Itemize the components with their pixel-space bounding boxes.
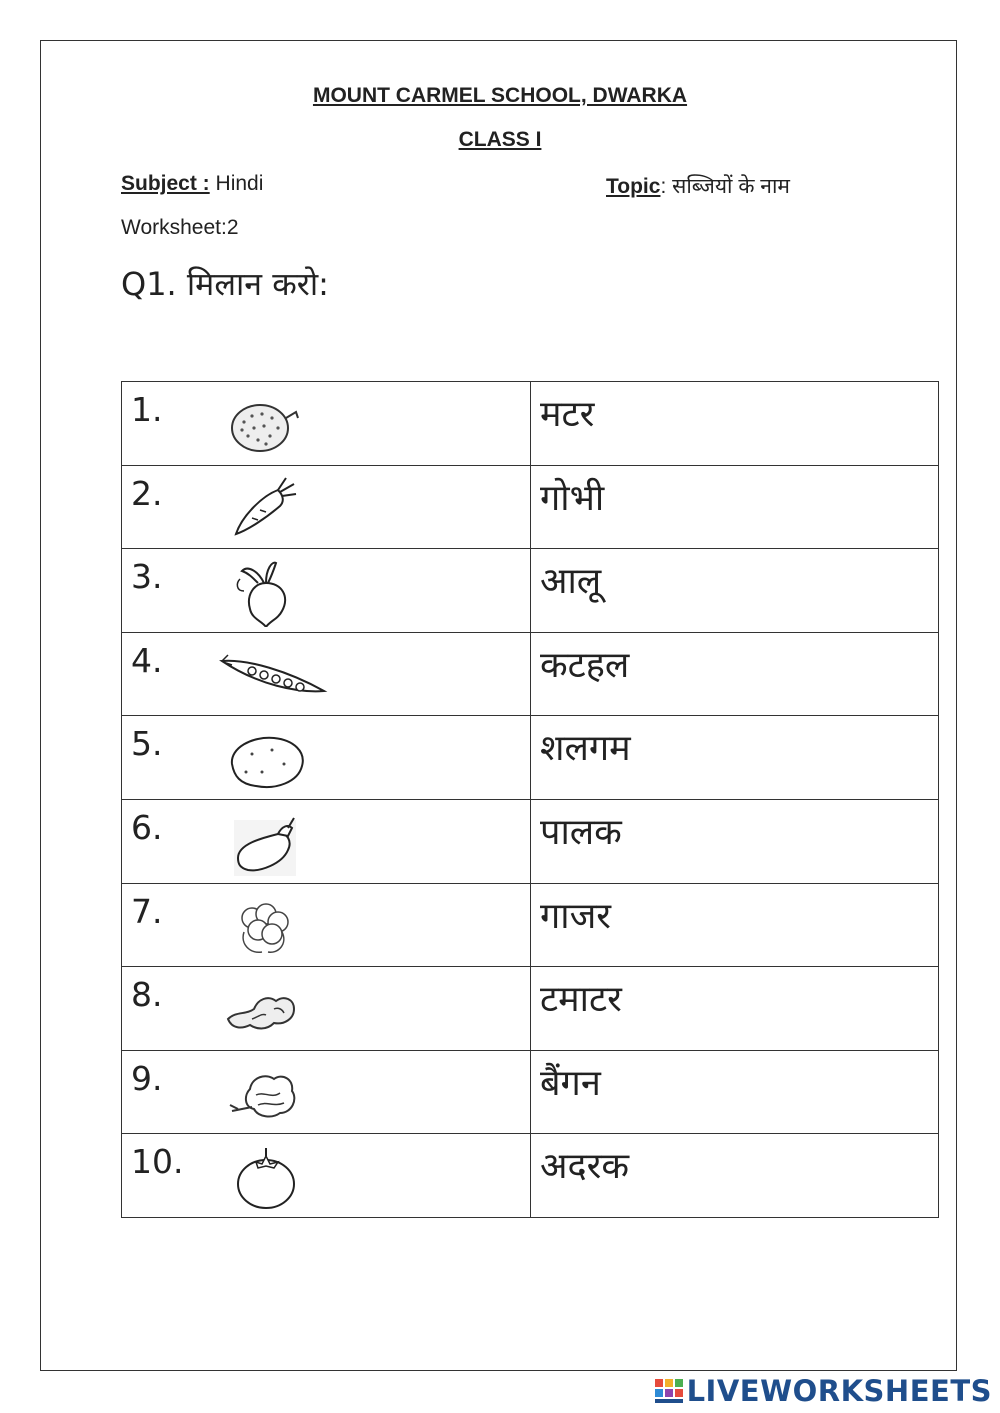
picture-cell [122, 465, 531, 549]
word-cell [531, 465, 939, 549]
potato-icon [222, 724, 312, 794]
picture-cell [122, 883, 531, 967]
row-number: 6. [131, 807, 163, 847]
table-row [122, 382, 939, 466]
word-cell [531, 632, 939, 716]
table-row [122, 1134, 939, 1218]
word-cell [531, 1050, 939, 1134]
table-row [122, 465, 939, 549]
row-number: 2. [131, 473, 163, 513]
tomato-icon [222, 1142, 312, 1212]
picture-cell [122, 1050, 531, 1134]
row-number: 3. [131, 557, 163, 597]
row-number: 10. [131, 1142, 184, 1182]
word-cell [531, 549, 939, 633]
row-number: 9. [131, 1058, 163, 1098]
picture-cell [122, 549, 531, 633]
picture-cell [122, 716, 531, 800]
brinjal-icon [222, 808, 312, 878]
vegetable-name: कटहल [540, 644, 630, 686]
table-row [122, 716, 939, 800]
subject-label: Subject : [121, 172, 210, 195]
liveworksheets-icon [654, 1377, 684, 1405]
row-number: 4. [131, 640, 163, 680]
topic-value: : सब्जियों के नाम [660, 175, 790, 198]
picture-cell [122, 799, 531, 883]
row-number: 7. [131, 891, 163, 931]
row-number: 8. [131, 975, 163, 1015]
school-title: MOUNT CARMEL SCHOOL, DWARKA [312, 84, 688, 107]
vegetable-name: टमाटर [540, 979, 622, 1021]
word-cell [531, 382, 939, 466]
vegetable-name: पालक [540, 811, 622, 853]
word-cell [531, 883, 939, 967]
table-row [122, 883, 939, 967]
ginger-icon [222, 975, 312, 1045]
vegetable-name: मटर [540, 394, 595, 435]
vegetable-name: शलगम [540, 728, 631, 770]
table-row [122, 1050, 939, 1134]
vegetable-name: गोभी [540, 477, 605, 519]
table-row [122, 632, 939, 716]
word-cell [531, 967, 939, 1051]
row-number: 1. [131, 390, 163, 429]
subject-line [121, 172, 263, 196]
word-cell [531, 1134, 939, 1218]
carrot-icon [222, 474, 312, 544]
topic-label: Topic [606, 175, 661, 198]
topic-line [606, 172, 790, 200]
picture-cell [122, 382, 531, 466]
word-cell [531, 716, 939, 800]
cauliflower-icon [222, 892, 312, 962]
vegetable-name: आलू [540, 561, 602, 603]
vegetable-name: बैंगन [540, 1062, 601, 1104]
subject-value: Hindi [209, 172, 264, 195]
brand-text: LIVEWORKSHEETS [686, 1374, 992, 1408]
jackfruit-icon [222, 390, 312, 460]
liveworksheets-logo [654, 1373, 992, 1409]
match-table [121, 381, 939, 1218]
picture-cell [122, 1134, 531, 1218]
table-row [122, 549, 939, 633]
picture-cell [122, 632, 531, 716]
vegetable-name: गाजर [540, 895, 612, 937]
turnip-icon [222, 557, 312, 627]
table-row [122, 799, 939, 883]
vegetable-name: अदरक [540, 1146, 629, 1188]
row-number: 5. [131, 724, 163, 764]
word-cell [531, 799, 939, 883]
table-row [122, 967, 939, 1051]
question-title: Q1. मिलान करो: [121, 265, 329, 303]
class-title: CLASS I [458, 128, 542, 151]
worksheet-number: Worksheet:2 [121, 216, 239, 239]
peas-icon [218, 641, 328, 711]
spinach-icon [222, 1059, 312, 1129]
picture-cell [122, 967, 531, 1051]
